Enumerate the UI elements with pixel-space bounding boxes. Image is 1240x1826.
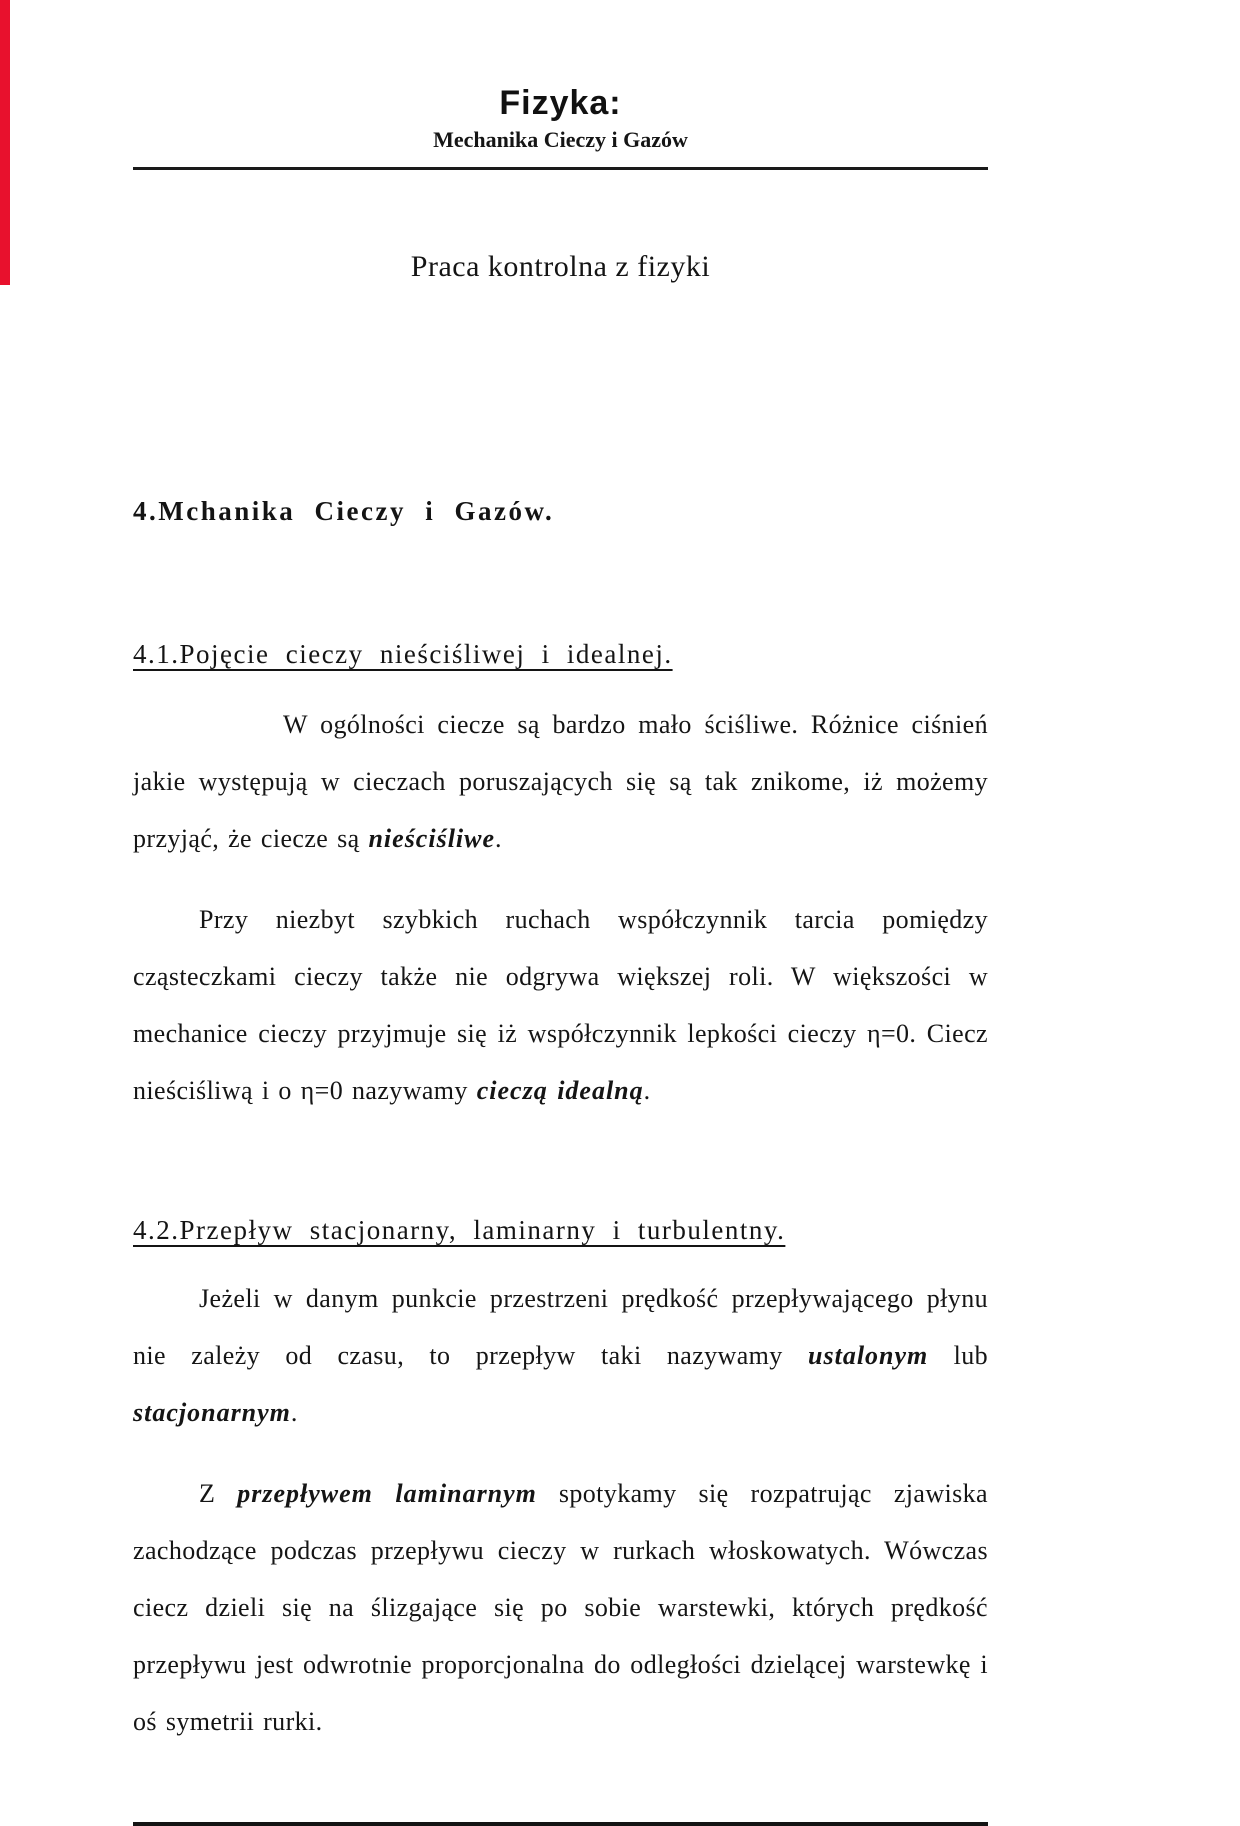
header-title: Fizyka: (499, 84, 622, 122)
body-text: spotykamy się rozpatrując zjawiska zachodzące podczas przepływu cieczy w rurkach włoskowatych. Wówczas ciecz dzieli się na ślizgające się po sobie warstewki, których prędkość przepływu jest odwrotnie proporcjonalna do odległości dzielącej warstewkę i oś symetrii rurki. (133, 1479, 988, 1736)
paragraph-incompressible-liquids (133, 696, 988, 867)
body-text: . (643, 1076, 651, 1105)
body-text: W ogólności ciecze są bardzo mało ściśliwe. Różnice ciśnień jakie występują w cieczach poruszających się są tak znikome, iż możemy przyjąć, że ciecze są (133, 710, 988, 853)
body-text: Z (199, 1479, 238, 1508)
page-column (133, 0, 988, 1826)
emphasis-text: ustalonym (808, 1341, 929, 1370)
section-heading-4: 4.Mchanika Cieczy i Gazów. (133, 496, 555, 526)
subsection-heading-4-2: 4.2.Przepływ stacjonarny, laminarny i turbulentny. (133, 1215, 786, 1245)
header-rule (133, 167, 988, 170)
footer-rule (133, 1822, 988, 1826)
paragraph-stationary-flow (133, 1270, 988, 1441)
emphasis-text: stacjonarnym (133, 1398, 291, 1427)
red-accent-bar (0, 0, 10, 285)
paragraph-ideal-liquid (133, 891, 988, 1119)
body-text: . (495, 824, 502, 853)
emphasis-text: cieczą idealną (476, 1076, 644, 1105)
emphasis-text: przepływem laminarnym (237, 1479, 537, 1508)
body-text: Jeżeli w danym punkcie przestrzeni prędkość przepływającego płynu nie zależy od czasu, to przepływ taki nazywamy (133, 1284, 988, 1370)
emphasis-text: nieściśliwe (368, 824, 496, 853)
paragraph-laminar-flow (133, 1465, 988, 1750)
subsection-heading-4-1: 4.1.Pojęcie cieczy nieściśliwej i idealnej. (133, 639, 673, 669)
document-header (133, 84, 988, 153)
body-text: . (290, 1398, 298, 1427)
header-subtitle: Mechanika Cieczy i Gazów (433, 127, 688, 152)
document-title: Praca kontrolna z fizyki (410, 250, 711, 283)
body-text: lub (928, 1341, 988, 1370)
body-text: Przy niezbyt szybkich ruchach współczynnik tarcia pomiędzy cząsteczkami cieczy także nie odgrywa większej roli. W większości w mechanice cieczy przyjmuje się iż współczynnik lepkości cieczy η=0. Ciecz nieściśliwą i o η=0 nazywamy (133, 905, 988, 1105)
